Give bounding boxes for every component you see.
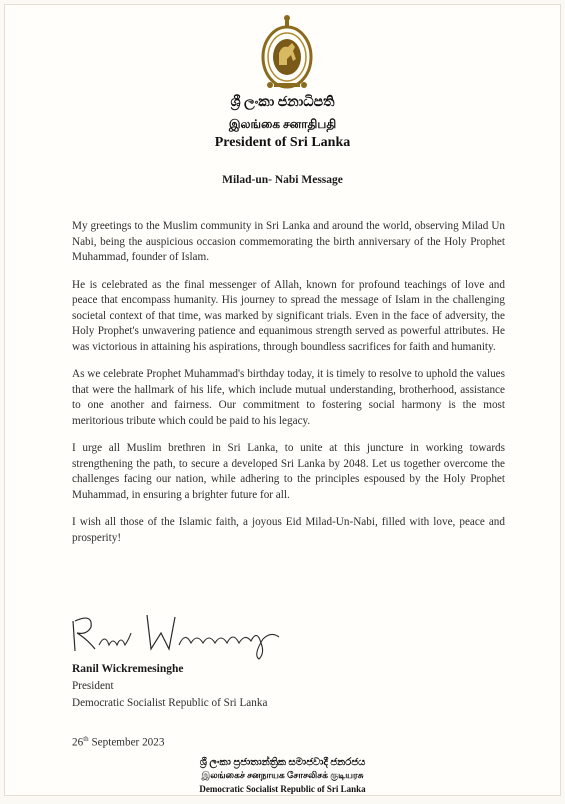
handwritten-signature xyxy=(65,603,295,663)
signatory-title: President xyxy=(72,680,114,692)
letter-page xyxy=(4,4,561,796)
date-suffix: th xyxy=(83,735,89,743)
date-day: 26 xyxy=(72,736,84,749)
paragraph: He is celebrated as the final messenger of Allah, known for profound teachings of love and peace that encompass humanity. His journey to spread the message of Islam in the challenging societal context of that time, was marked by significant trials. Even in the face of adversity, the Holy Prophet's unwavering patience and equanimous strength served as powerful attributes. He was victorious in attaining his aspirations, through boundless sacrifices for faith and humanity. xyxy=(72,278,505,353)
header-sinhala: ශ්‍රී ලංකා ජනාධිපති xyxy=(230,95,335,110)
footer-sinhala: ශ්‍රී ලංකා ප්‍රජාතාන්ත්‍රික සමාජවාදී ජනරජය xyxy=(199,757,366,768)
paragraph: I urge all Muslim brethren in Sri Lanka, to unite at this juncture in working towards strengthening the path, to secure a developed Sri Lanka by 2048. Let us together overcome the challenges facing our nation, while adhering to the principles espoused by the Holy Prophet Muhammad, in ensuring a brighter future for all. xyxy=(72,442,505,501)
paragraph: My greetings to the Muslim community in Sri Lanka and around the world, observing Milad Un Nabi, being the auspicious occasion commemorating the birth anniversary of the Holy Prophet Muhammad, founder of Islam. xyxy=(72,220,505,263)
signatory-organization: Democratic Socialist Republic of Sri Lanka xyxy=(72,697,268,709)
letter-date xyxy=(72,735,164,749)
header-english: President of Sri Lanka xyxy=(214,135,351,150)
signatory-name: Ranil Wickremesinghe xyxy=(72,663,184,675)
sri-lanka-emblem-icon xyxy=(260,13,314,91)
message-title: Milad-un- Nabi Message xyxy=(222,174,343,186)
footer-english: Democratic Socialist Republic of Sri Lanka xyxy=(199,784,366,794)
header-tamil: இலங்கை சனாதிபதி xyxy=(228,117,337,131)
paragraph: I wish all those of the Islamic faith, a joyous Eid Milad-Un-Nabi, filled with love, peace and prosperity! xyxy=(72,516,505,544)
date-month-year: September 2023 xyxy=(91,736,165,749)
message-body xyxy=(72,219,505,558)
paragraph: As we celebrate Prophet Muhammad's birthday today, it is timely to resolve to uphold the values that were the hallmark of his life, which include mutual understanding, brotherhood, assistance to one another and fairness. Our commitment to fostering social harmony is the most meritorious tribute which could be paid to his legacy. xyxy=(72,368,505,427)
footer-tamil: இலங்கைச் சனநாயக சோசலிசக் குடியரசு xyxy=(201,770,364,780)
